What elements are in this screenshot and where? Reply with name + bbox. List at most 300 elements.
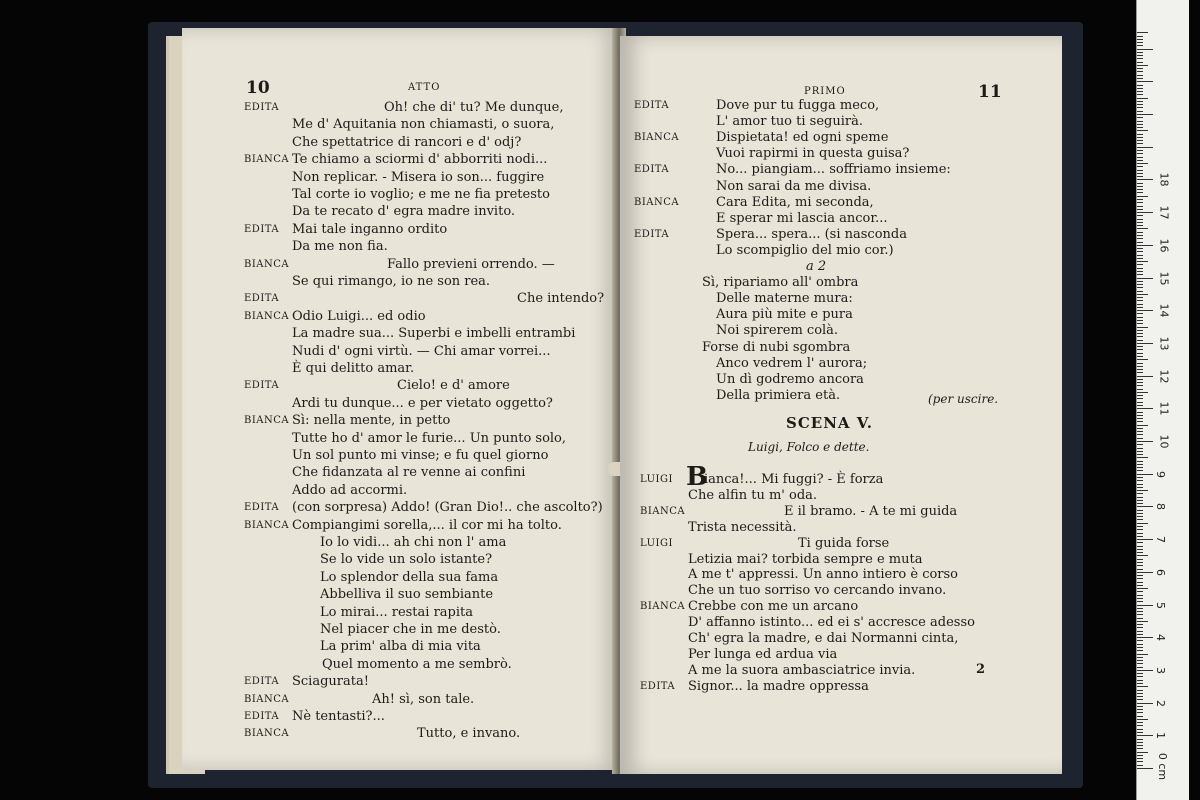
ruler-tick — [1137, 722, 1143, 723]
ruler-tick — [1137, 624, 1143, 625]
verse-line: È qui delitto amar. — [292, 361, 415, 376]
ruler-tick — [1137, 611, 1143, 612]
verse-line: Sì: nella mente, in petto — [292, 413, 451, 429]
verse-line: Dispietata! ed ogni speme — [716, 130, 889, 146]
ruler-tick — [1137, 549, 1143, 550]
ruler-tick — [1137, 278, 1153, 279]
measuring-ruler — [1136, 0, 1189, 800]
ruler-tick — [1137, 222, 1143, 223]
ruler-tick — [1137, 215, 1143, 216]
ruler-tick — [1137, 111, 1143, 112]
ruler-tick — [1137, 166, 1143, 167]
ruler-tick — [1137, 327, 1148, 328]
ruler-tick — [1137, 281, 1143, 282]
ruler-tick — [1137, 385, 1143, 386]
ruler-tick — [1137, 212, 1153, 213]
ruler-tick — [1137, 572, 1153, 573]
ruler-tick — [1137, 601, 1143, 602]
ruler-tick — [1137, 186, 1143, 187]
ruler-tick — [1137, 660, 1143, 661]
ruler-tick — [1137, 379, 1143, 380]
ruler-tick — [1137, 143, 1143, 144]
speaker-label: EDITA — [244, 223, 280, 235]
ruler-tick — [1137, 510, 1143, 511]
ruler-tick — [1137, 735, 1153, 736]
ruler-tick — [1137, 134, 1143, 135]
ruler-tick — [1137, 402, 1143, 403]
speaker-label: BIANCA — [634, 196, 680, 208]
ruler-tick — [1137, 421, 1143, 422]
ruler-tick — [1137, 555, 1148, 556]
ruler-tick — [1137, 552, 1143, 553]
speaker-label: BIANCA — [244, 519, 290, 531]
left-page — [182, 28, 618, 770]
ruler-tick — [1137, 640, 1143, 641]
ruler-tick — [1137, 712, 1143, 713]
ruler-tick — [1137, 395, 1143, 396]
ruler-tick — [1137, 121, 1143, 122]
ruler-tick — [1137, 493, 1143, 494]
ruler-tick — [1137, 268, 1143, 269]
verse-line: Tal corte io voglio; e me ne fia pretesto — [292, 187, 550, 202]
ruler-tick — [1137, 703, 1153, 704]
speaker-label: EDITA — [634, 164, 670, 176]
ruler-tick — [1137, 464, 1143, 465]
ruler-tick — [1137, 627, 1143, 628]
right-page — [620, 36, 1062, 774]
ruler-tick — [1137, 147, 1153, 148]
ruler-tick — [1137, 176, 1143, 177]
ruler-tick — [1137, 310, 1153, 311]
stage-direction: (per uscire. — [928, 392, 999, 406]
ruler-tick — [1137, 680, 1143, 681]
verse-line: Della primiera età. — [716, 387, 841, 403]
ruler-tick — [1137, 173, 1143, 174]
ruler-tick — [1137, 667, 1143, 668]
ruler-tick — [1137, 418, 1143, 419]
ruler-tick — [1137, 467, 1143, 468]
ruler-tick — [1137, 470, 1143, 471]
ruler-tick — [1137, 206, 1143, 207]
ruler-tick — [1137, 451, 1143, 452]
ruler-tick — [1137, 274, 1143, 275]
speaker-label: EDITA — [640, 680, 676, 692]
verse-line: Se qui rimango, io ne son rea. — [292, 274, 491, 289]
verse-line: Da te recato d' egra madre invito. — [292, 204, 516, 220]
ruler-tick — [1137, 605, 1153, 606]
ruler-tick — [1137, 709, 1143, 710]
verse-line: Aura più mite e pura — [716, 307, 853, 323]
verse-line: Delle materne mura: — [716, 291, 853, 307]
verse-line: Sì, ripariamo all' ombra — [702, 275, 859, 291]
ruler-tick — [1137, 343, 1153, 344]
verse-line: Forse di nubi sgombra — [702, 339, 851, 355]
ruler-tick — [1137, 637, 1153, 638]
ruler-tick — [1137, 389, 1143, 390]
verse-line: Sciagurata! — [292, 674, 369, 690]
ruler-tick — [1137, 39, 1143, 40]
verse-line: Signor... la madre oppressa — [688, 678, 869, 694]
verse-line: Odio Luigi... ed odio — [292, 308, 426, 324]
verse-line: Che alfin tu m' oda. — [688, 487, 818, 503]
verse-line: Lo scompiglio del mio cor.) — [716, 242, 894, 258]
ruler-tick — [1137, 209, 1143, 210]
verse-line: L' amor tuo ti seguirà. — [716, 114, 863, 130]
ruler-tick — [1137, 761, 1143, 762]
ruler-tick — [1137, 412, 1143, 413]
ruler-tick — [1137, 300, 1143, 301]
verse-line: (con sorpresa) Addo! (Gran Dio!.. che ascolto?) — [292, 500, 603, 516]
ruler-tick — [1137, 313, 1143, 314]
ruler-tick — [1137, 706, 1143, 707]
verse-line: La madre sua... Superbi e imbelli entrambi — [292, 326, 576, 342]
speaker-label: EDITA — [634, 228, 670, 240]
ruler-tick — [1137, 225, 1143, 226]
speaker-label: BIANCA — [244, 415, 290, 427]
ruler-tick — [1137, 693, 1143, 694]
ruler-tick — [1137, 732, 1143, 733]
ruler-tick — [1137, 529, 1143, 530]
ruler-tick — [1137, 127, 1143, 128]
ruler-tick — [1137, 68, 1143, 69]
ruler-tick — [1137, 519, 1143, 520]
speaker-label: EDITA — [244, 102, 280, 113]
ruler-tick — [1137, 559, 1143, 560]
ruler-number: 6 — [1154, 568, 1167, 576]
ruler-tick — [1137, 729, 1143, 730]
ruler-tick — [1137, 58, 1143, 59]
ruler-tick — [1137, 32, 1148, 33]
ruler-tick — [1137, 631, 1143, 632]
ruler-tick — [1137, 75, 1143, 76]
verse-line: Vuoi rapirmi in questa guisa? — [716, 146, 910, 162]
ruler-tick — [1137, 768, 1153, 769]
ruler-number: 12 — [1157, 369, 1171, 384]
page-number: 11 — [978, 82, 1002, 102]
ruler-tick — [1137, 232, 1143, 233]
ruler-tick — [1137, 238, 1143, 239]
ruler-tick — [1137, 431, 1143, 432]
ruler-number: 14 — [1157, 303, 1171, 318]
verse-line: No... piangiam... soffriamo insieme: — [716, 162, 951, 178]
verse-line: Nudi d' ogni virtù. — Chi amar vorrei... — [292, 343, 551, 359]
ruler-tick — [1137, 542, 1143, 543]
ruler-number: 18 — [1157, 172, 1171, 187]
ruler-number: 3 — [1154, 666, 1167, 674]
speaker-label: BIANCA — [634, 132, 680, 144]
verse-line: Quel momento a me sembrò. — [322, 656, 512, 672]
ruler-tick — [1137, 742, 1143, 743]
verse-line: Nè tentasti?... — [292, 709, 385, 724]
ruler-tick — [1137, 323, 1143, 324]
ruler-tick — [1137, 202, 1143, 203]
ruler-tick — [1137, 104, 1143, 105]
ruler-tick — [1137, 284, 1143, 285]
verse-line: A me la suora ambasciatrice invia. — [688, 662, 916, 678]
ruler-tick — [1137, 434, 1143, 435]
ruler-number: 10 — [1157, 434, 1171, 449]
ruler-tick — [1137, 49, 1153, 50]
ruler-tick — [1137, 107, 1143, 108]
ruler-tick — [1137, 595, 1143, 596]
ruler-tick — [1137, 304, 1143, 305]
verse-line: Non replicar. - Misera io son... fuggire — [292, 169, 545, 185]
verse-line: Non sarai da me divisa. — [716, 178, 872, 194]
verse-line: Te chiamo a sciormi d' abborriti nodi... — [292, 152, 548, 168]
ruler-tick — [1137, 569, 1143, 570]
ruler-tick — [1137, 130, 1148, 131]
ruler-tick — [1137, 690, 1143, 691]
ruler-tick — [1137, 297, 1143, 298]
ruler-tick — [1137, 287, 1143, 288]
running-head: ATTO — [408, 82, 441, 93]
ruler-tick — [1137, 454, 1143, 455]
ruler-tick — [1137, 85, 1143, 86]
speaker-label: BIANCA — [244, 693, 290, 705]
ruler-tick — [1137, 644, 1143, 645]
verse-line: Che spettatrice di rancori e d' odj? — [292, 134, 522, 150]
verse-line: D' affanno istinto... ed ei s' accresce adesso — [688, 615, 975, 631]
verse-line: Noi spirerem colà. — [716, 323, 839, 339]
ruler-tick — [1137, 98, 1148, 99]
ruler-tick — [1137, 506, 1153, 507]
ruler-tick — [1137, 101, 1143, 102]
ruler-unit-label: 0 cm — [1156, 752, 1170, 781]
ruler-tick — [1137, 150, 1143, 151]
ruler-tick — [1137, 745, 1143, 746]
speaker-label: BIANCA — [244, 728, 290, 740]
ruler-tick — [1137, 582, 1143, 583]
verse-line: Cielo! e d' amore — [397, 378, 510, 394]
ruler-tick — [1137, 683, 1143, 684]
ruler-tick — [1137, 663, 1143, 664]
ruler-tick — [1137, 261, 1148, 262]
ruler-tick — [1137, 546, 1143, 547]
verse-line: a 2 — [806, 259, 827, 274]
verse-line: Tutte ho d' amor le furie... Un punto solo, — [292, 430, 567, 446]
verse-line: Crebbe con me un arcano — [688, 599, 859, 615]
speaker-label: BIANCA — [244, 310, 290, 322]
ruler-tick — [1137, 657, 1143, 658]
ruler-tick — [1137, 405, 1143, 406]
speaker-label: BIANCA — [244, 154, 290, 166]
ruler-tick — [1137, 696, 1143, 697]
ruler-tick — [1137, 359, 1148, 360]
running-head: PRIMO — [804, 86, 846, 97]
ruler-tick — [1137, 65, 1148, 66]
ruler-tick — [1137, 415, 1143, 416]
ruler-tick — [1137, 526, 1143, 527]
ruler-number: 16 — [1157, 238, 1171, 253]
ruler-tick — [1137, 474, 1153, 475]
verse-line: ianca!... Mi fuggi? - È forza — [704, 472, 884, 487]
ruler-tick — [1137, 114, 1153, 115]
ruler-tick — [1137, 650, 1143, 651]
ruler-tick — [1137, 235, 1143, 236]
verse-line: A me t' appressi. Un anno intiero è corso — [688, 567, 959, 583]
verse-line: Ch' egra la madre, e dai Normanni cinta, — [688, 631, 959, 646]
ruler-tick — [1137, 42, 1143, 43]
ruler-tick — [1137, 340, 1143, 341]
ruler-number: 15 — [1157, 271, 1171, 285]
ruler-tick — [1137, 91, 1143, 92]
ruler-tick — [1137, 228, 1148, 229]
ruler-tick — [1137, 71, 1143, 72]
ruler-tick — [1137, 372, 1143, 373]
ruler-tick — [1137, 484, 1143, 485]
ruler-tick — [1137, 755, 1143, 756]
ruler-tick — [1137, 248, 1143, 249]
ruler-tick — [1137, 317, 1143, 318]
ruler-tick — [1137, 88, 1143, 89]
ruler-tick — [1137, 330, 1143, 331]
ruler-tick — [1137, 369, 1143, 370]
speaker-label: LUIGI — [640, 474, 673, 485]
ruler-tick — [1137, 523, 1148, 524]
verse-line: Un dì godremo ancora — [716, 371, 864, 387]
verse-line: Abbelliva il suo sembiante — [320, 587, 494, 603]
ruler-tick — [1137, 487, 1143, 488]
ruler-tick — [1137, 425, 1148, 426]
ruler-tick — [1137, 140, 1143, 141]
verse-line: Io lo vidi... ah chi non l' ama — [320, 535, 507, 550]
ruler-number: 17 — [1157, 205, 1171, 220]
ruler-tick — [1137, 758, 1143, 759]
speaker-label: EDITA — [244, 676, 280, 688]
ruler-tick — [1137, 307, 1143, 308]
ruler-tick — [1137, 686, 1148, 687]
ruler-tick — [1137, 461, 1143, 462]
ruler-number: 13 — [1157, 336, 1171, 351]
ruler-tick — [1137, 588, 1148, 589]
ruler-number: 8 — [1154, 503, 1167, 511]
scene-title: SCENA V. — [786, 414, 874, 432]
verse-line: Fallo previeni orrendo. — — [387, 256, 555, 272]
ruler-tick — [1137, 428, 1143, 429]
ruler-tick — [1137, 258, 1143, 259]
ruler-tick — [1137, 490, 1148, 491]
ruler-tick — [1137, 578, 1143, 579]
ruler-tick — [1137, 36, 1143, 37]
ruler-tick — [1137, 719, 1148, 720]
ruler-tick — [1137, 137, 1143, 138]
verse-line: Mai tale inganno ordito — [292, 221, 448, 237]
page-number: 10 — [246, 78, 270, 98]
ruler-tick — [1137, 448, 1143, 449]
ruler-tick — [1137, 349, 1143, 350]
verse-line: Che fidanzata al re venne ai confini — [292, 465, 526, 481]
ruler-tick — [1137, 294, 1148, 295]
verse-line: Da me non fia. — [292, 239, 388, 255]
ruler-tick — [1137, 585, 1143, 586]
verse-line: Me d' Aquitania non chiamasti, o suora, — [292, 117, 555, 133]
ruler-tick — [1137, 264, 1143, 265]
ruler-number: 11 — [1157, 401, 1171, 416]
speaker-label: BIANCA — [640, 601, 686, 613]
ruler-tick — [1137, 353, 1143, 354]
ruler-number: 2 — [1154, 699, 1167, 707]
ruler-tick — [1137, 382, 1143, 383]
ruler-tick — [1137, 219, 1143, 220]
ruler-tick — [1137, 78, 1143, 79]
ruler-tick — [1137, 94, 1143, 95]
verse-line: Tutto, e invano. — [417, 726, 521, 742]
ruler-tick — [1137, 575, 1143, 576]
ruler-tick — [1137, 45, 1143, 46]
ruler-tick — [1137, 480, 1143, 481]
ruler-tick — [1137, 608, 1143, 609]
verse-line: Ardi tu dunque... e per vietato oggetto? — [292, 395, 553, 411]
ruler-tick — [1137, 516, 1143, 517]
ruler-tick — [1137, 539, 1153, 540]
ruler-tick — [1137, 618, 1143, 619]
ruler-tick — [1137, 153, 1143, 154]
ruler-tick — [1137, 739, 1143, 740]
verse-line: Anco vedrem l' aurora; — [716, 355, 868, 371]
ruler-tick — [1137, 621, 1148, 622]
verse-line: Che intendo? — [517, 291, 605, 307]
ruler-number: 5 — [1154, 601, 1167, 609]
ruler-tick — [1137, 392, 1148, 393]
ruler-tick — [1137, 676, 1143, 677]
ruler-tick — [1137, 196, 1148, 197]
ruler-tick — [1137, 245, 1153, 246]
verse-line: Ti guida forse — [798, 535, 890, 551]
drop-cap: B — [686, 462, 708, 492]
ruler-tick — [1137, 444, 1143, 445]
ruler-tick — [1137, 170, 1143, 171]
ruler-tick — [1137, 81, 1153, 82]
ruler-tick — [1137, 500, 1143, 501]
ruler-tick — [1137, 614, 1143, 615]
ruler-tick — [1137, 199, 1143, 200]
ruler-tick — [1137, 192, 1143, 193]
verse-line: Per lunga ed ardua via — [688, 646, 838, 662]
ruler-tick — [1137, 408, 1153, 409]
ruler-tick — [1137, 441, 1153, 442]
verse-line: Nel piacer che in me destò. — [320, 622, 501, 637]
ruler-tick — [1137, 438, 1143, 439]
ruler-tick — [1137, 503, 1143, 504]
speaker-label: EDITA — [244, 380, 280, 392]
verse-line: La prim' alba di mia vita — [320, 639, 481, 655]
ruler-tick — [1137, 333, 1143, 334]
ruler-tick — [1137, 497, 1143, 498]
verse-line: Che un tuo sorriso vo cercando invano. — [688, 583, 947, 599]
ruler-number: 1 — [1154, 732, 1167, 740]
ruler-tick — [1137, 457, 1148, 458]
speaker-label: BIANCA — [640, 505, 686, 517]
ruler-tick — [1137, 673, 1143, 674]
ruler-tick — [1137, 271, 1143, 272]
ruler-tick — [1137, 513, 1143, 514]
ruler-tick — [1137, 179, 1153, 180]
ruler-tick — [1137, 562, 1143, 563]
ruler-tick — [1137, 670, 1153, 671]
ruler-tick — [1137, 183, 1143, 184]
verse-line: E sperar mi lascia ancor... — [716, 210, 888, 226]
verse-line: Lo mirai... restai rapita — [320, 604, 473, 620]
verse-line: Letizia mai? torbida sempre e muta — [688, 551, 923, 567]
ruler-tick — [1137, 634, 1143, 635]
ruler-tick — [1137, 398, 1143, 399]
speaker-label: EDITA — [244, 293, 280, 305]
ruler-tick — [1137, 533, 1143, 534]
ruler-tick — [1137, 163, 1148, 164]
ruler-tick — [1137, 124, 1143, 125]
verse-line: Dove pur tu fugga meco, — [716, 98, 880, 113]
ruler-number: 7 — [1154, 536, 1167, 544]
